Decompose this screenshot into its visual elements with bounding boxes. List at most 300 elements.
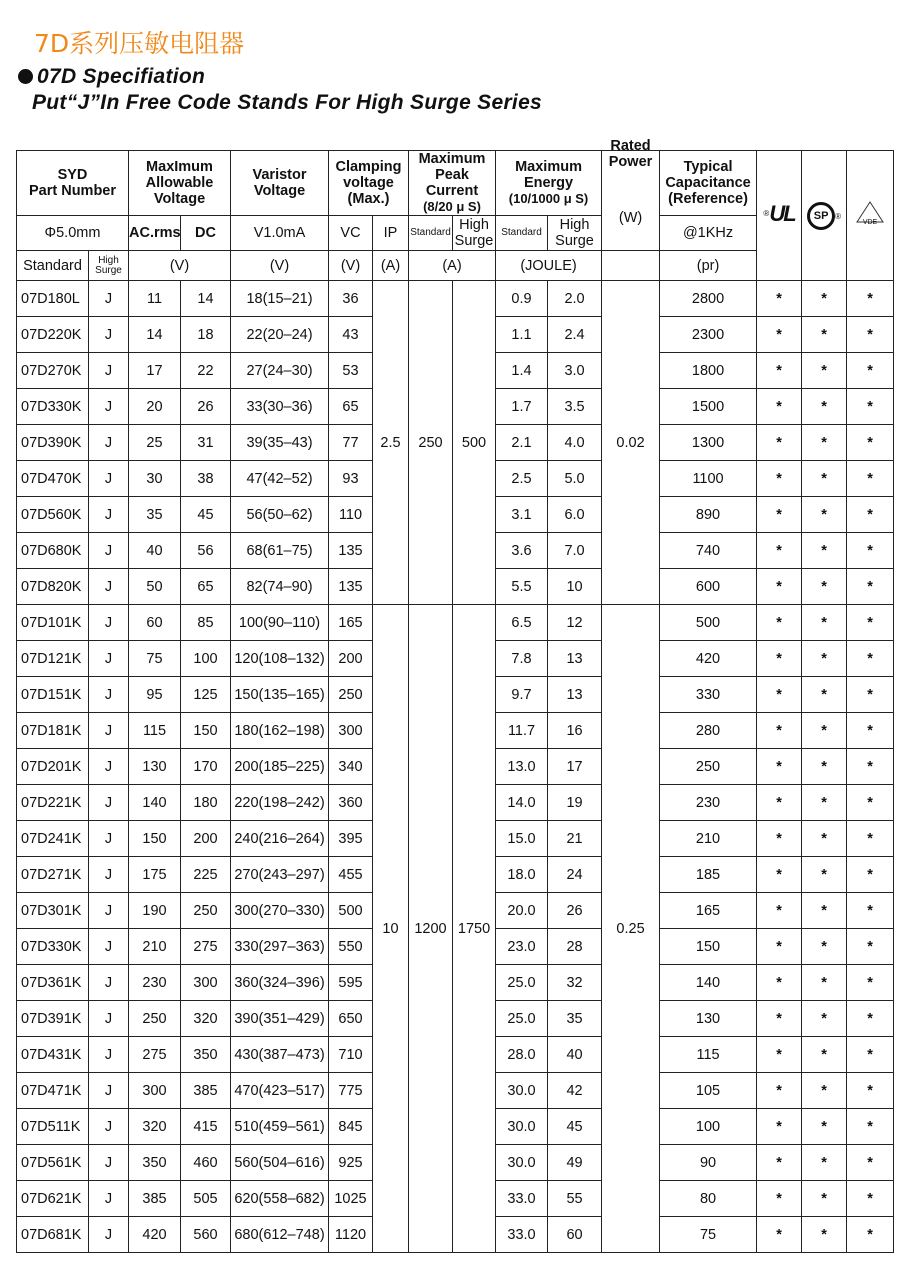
ul-approval-cell: *	[757, 821, 802, 857]
part-number-cell: 07D621K	[17, 1181, 89, 1217]
header-high-surge: High Surge	[89, 251, 129, 281]
dc-cell: 200	[181, 821, 231, 857]
vde-approval-cell: *	[847, 1181, 894, 1217]
varistor-voltage-cell: 560(504–616)	[231, 1145, 329, 1181]
capacitance-cell: 280	[660, 713, 757, 749]
part-number-cell: 07D271K	[17, 857, 89, 893]
energy-high-cell: 10	[548, 569, 602, 605]
capacitance-cell: 115	[660, 1037, 757, 1073]
header-energy-standard: Standard	[496, 216, 548, 251]
varistor-voltage-cell: 47(42–52)	[231, 461, 329, 497]
part-number-cell: 07D361K	[17, 965, 89, 1001]
clamping-voltage-cell: 300	[329, 713, 373, 749]
energy-standard-cell: 3.1	[496, 497, 548, 533]
dc-cell: 385	[181, 1073, 231, 1109]
capacitance-cell: 75	[660, 1217, 757, 1253]
varistor-voltage-cell: 100(90–110)	[231, 605, 329, 641]
vde-approval-cell: *	[847, 1145, 894, 1181]
unit-peak: (A)	[409, 251, 496, 281]
varistor-voltage-cell: 22(20–24)	[231, 317, 329, 353]
header-dc: DC	[181, 216, 231, 251]
csa-approval-cell: *	[802, 497, 847, 533]
capacitance-cell: 130	[660, 1001, 757, 1037]
vde-approval-cell: *	[847, 785, 894, 821]
energy-standard-cell: 0.9	[496, 281, 548, 317]
header-vc: VC	[329, 216, 373, 251]
ul-approval-cell: *	[757, 317, 802, 353]
ip-cell: 10	[373, 605, 409, 1253]
energy-high-cell: 55	[548, 1181, 602, 1217]
capacitance-cell: 165	[660, 893, 757, 929]
ul-approval-cell: *	[757, 1001, 802, 1037]
energy-high-cell: 19	[548, 785, 602, 821]
high-surge-code-cell: J	[89, 605, 129, 641]
dc-cell: 45	[181, 497, 231, 533]
dc-cell: 505	[181, 1181, 231, 1217]
csa-logo: SP ®	[802, 151, 847, 281]
part-number-cell: 07D470K	[17, 461, 89, 497]
dc-cell: 300	[181, 965, 231, 1001]
ac-rms-cell: 150	[129, 821, 181, 857]
clamping-voltage-cell: 925	[329, 1145, 373, 1181]
energy-high-cell: 17	[548, 749, 602, 785]
varistor-voltage-cell: 330(297–363)	[231, 929, 329, 965]
clamping-voltage-cell: 250	[329, 677, 373, 713]
high-surge-code-cell: J	[89, 1145, 129, 1181]
varistor-voltage-cell: 180(162–198)	[231, 713, 329, 749]
energy-high-cell: 42	[548, 1073, 602, 1109]
energy-high-cell: 49	[548, 1145, 602, 1181]
dc-cell: 26	[181, 389, 231, 425]
part-number-cell: 07D681K	[17, 1217, 89, 1253]
page-title: 7D系列压敏电阻器	[34, 29, 245, 58]
energy-high-cell: 3.5	[548, 389, 602, 425]
ac-rms-cell: 14	[129, 317, 181, 353]
energy-standard-cell: 33.0	[496, 1217, 548, 1253]
part-number-cell: 07D391K	[17, 1001, 89, 1037]
capacitance-cell: 890	[660, 497, 757, 533]
energy-standard-cell: 30.0	[496, 1109, 548, 1145]
high-surge-code-cell: J	[89, 317, 129, 353]
csa-approval-cell: *	[802, 569, 847, 605]
part-number-cell: 07D201K	[17, 749, 89, 785]
part-number-cell: 07D221K	[17, 785, 89, 821]
high-surge-code-cell: J	[89, 749, 129, 785]
part-number-cell: 07D330K	[17, 929, 89, 965]
energy-standard-cell: 7.8	[496, 641, 548, 677]
vde-approval-cell: *	[847, 929, 894, 965]
energy-high-cell: 24	[548, 857, 602, 893]
varistor-voltage-cell: 120(108–132)	[231, 641, 329, 677]
dc-cell: 85	[181, 605, 231, 641]
ac-rms-cell: 40	[129, 533, 181, 569]
vde-approval-cell: *	[847, 713, 894, 749]
high-surge-code-cell: J	[89, 569, 129, 605]
vde-approval-cell: *	[847, 425, 894, 461]
varistor-voltage-cell: 27(24–30)	[231, 353, 329, 389]
capacitance-cell: 740	[660, 533, 757, 569]
ac-rms-cell: 140	[129, 785, 181, 821]
rated-power-cell: 0.02	[602, 281, 660, 605]
ac-rms-cell: 385	[129, 1181, 181, 1217]
ul-approval-cell: *	[757, 677, 802, 713]
table-row	[17, 281, 894, 317]
capacitance-cell: 185	[660, 857, 757, 893]
energy-high-cell: 3.0	[548, 353, 602, 389]
clamping-voltage-cell: 36	[329, 281, 373, 317]
energy-standard-cell: 23.0	[496, 929, 548, 965]
ac-rms-cell: 190	[129, 893, 181, 929]
high-surge-code-cell: J	[89, 641, 129, 677]
capacitance-cell: 2800	[660, 281, 757, 317]
csa-approval-cell: *	[802, 425, 847, 461]
capacitance-cell: 140	[660, 965, 757, 1001]
energy-high-cell: 13	[548, 641, 602, 677]
csa-approval-cell: *	[802, 677, 847, 713]
clamping-voltage-cell: 395	[329, 821, 373, 857]
csa-approval-cell: *	[802, 893, 847, 929]
dc-cell: 100	[181, 641, 231, 677]
high-surge-code-cell: J	[89, 389, 129, 425]
csa-approval-cell: *	[802, 317, 847, 353]
dc-cell: 180	[181, 785, 231, 821]
csa-approval-cell: *	[802, 1001, 847, 1037]
csa-approval-cell: *	[802, 929, 847, 965]
csa-approval-cell: *	[802, 1037, 847, 1073]
ul-approval-cell: *	[757, 857, 802, 893]
capacitance-cell: 210	[660, 821, 757, 857]
clamping-voltage-cell: 845	[329, 1109, 373, 1145]
csa-approval-cell: *	[802, 1217, 847, 1253]
dc-cell: 415	[181, 1109, 231, 1145]
high-surge-code-cell: J	[89, 497, 129, 533]
vde-approval-cell: *	[847, 569, 894, 605]
ac-rms-cell: 130	[129, 749, 181, 785]
part-number-cell: 07D220K	[17, 317, 89, 353]
clamping-voltage-cell: 710	[329, 1037, 373, 1073]
varistor-voltage-cell: 33(30–36)	[231, 389, 329, 425]
unit-voltage: (V)	[129, 251, 231, 281]
capacitance-cell: 230	[660, 785, 757, 821]
ac-rms-cell: 175	[129, 857, 181, 893]
csa-icon: SP	[807, 202, 835, 230]
energy-high-cell: 21	[548, 821, 602, 857]
header-max-voltage: MaxImum Allowable Voltage	[129, 151, 231, 216]
energy-high-cell: 35	[548, 1001, 602, 1037]
ul-approval-cell: *	[757, 569, 802, 605]
high-surge-code-cell: J	[89, 353, 129, 389]
energy-standard-cell: 33.0	[496, 1181, 548, 1217]
energy-standard-cell: 28.0	[496, 1037, 548, 1073]
high-surge-code-cell: J	[89, 893, 129, 929]
csa-approval-cell: *	[802, 785, 847, 821]
ac-rms-cell: 250	[129, 1001, 181, 1037]
capacitance-cell: 90	[660, 1145, 757, 1181]
high-surge-code-cell: J	[89, 965, 129, 1001]
csa-approval-cell: *	[802, 713, 847, 749]
vde-approval-cell: *	[847, 461, 894, 497]
varistor-voltage-cell: 240(216–264)	[231, 821, 329, 857]
part-number-cell: 07D390K	[17, 425, 89, 461]
clamping-voltage-cell: 595	[329, 965, 373, 1001]
clamping-voltage-cell: 93	[329, 461, 373, 497]
ac-rms-cell: 275	[129, 1037, 181, 1073]
vde-approval-cell: *	[847, 1217, 894, 1253]
dc-cell: 125	[181, 677, 231, 713]
unit-energy: (JOULE)	[496, 251, 602, 281]
ul-approval-cell: *	[757, 389, 802, 425]
unit-cap: (pr)	[660, 251, 757, 281]
vde-approval-cell: *	[847, 1073, 894, 1109]
ul-approval-cell: *	[757, 965, 802, 1001]
part-number-cell: 07D101K	[17, 605, 89, 641]
part-number-cell: 07D270K	[17, 353, 89, 389]
csa-approval-cell: *	[802, 353, 847, 389]
rated-power-cell: 0.25	[602, 605, 660, 1253]
vde-approval-cell: *	[847, 749, 894, 785]
energy-high-cell: 45	[548, 1109, 602, 1145]
energy-standard-cell: 2.1	[496, 425, 548, 461]
unit-power	[602, 251, 660, 281]
ac-rms-cell: 35	[129, 497, 181, 533]
ac-rms-cell: 300	[129, 1073, 181, 1109]
csa-approval-cell: *	[802, 461, 847, 497]
part-number-cell: 07D511K	[17, 1109, 89, 1145]
energy-high-cell: 16	[548, 713, 602, 749]
ul-approval-cell: *	[757, 461, 802, 497]
part-number-cell: 07D330K	[17, 389, 89, 425]
unit-vc: (V)	[329, 251, 373, 281]
part-number-cell: 07D820K	[17, 569, 89, 605]
ac-rms-cell: 60	[129, 605, 181, 641]
vde-approval-cell: *	[847, 497, 894, 533]
varistor-voltage-cell: 680(612–748)	[231, 1217, 329, 1253]
capacitance-cell: 500	[660, 605, 757, 641]
capacitance-cell: 150	[660, 929, 757, 965]
clamping-voltage-cell: 360	[329, 785, 373, 821]
table-row	[17, 605, 894, 641]
clamping-voltage-cell: 135	[329, 569, 373, 605]
header-rated-power: Rated Power (W)	[602, 151, 660, 251]
energy-high-cell: 2.0	[548, 281, 602, 317]
dc-cell: 460	[181, 1145, 231, 1181]
high-surge-code-cell: J	[89, 533, 129, 569]
ul-approval-cell: *	[757, 893, 802, 929]
vde-approval-cell: *	[847, 677, 894, 713]
varistor-voltage-cell: 390(351–429)	[231, 1001, 329, 1037]
dc-cell: 65	[181, 569, 231, 605]
clamping-voltage-cell: 775	[329, 1073, 373, 1109]
header-ac-rms: AC.rms	[129, 216, 181, 251]
energy-standard-cell: 20.0	[496, 893, 548, 929]
energy-standard-cell: 6.5	[496, 605, 548, 641]
ul-approval-cell: *	[757, 749, 802, 785]
ul-approval-cell: *	[757, 281, 802, 317]
energy-high-cell: 6.0	[548, 497, 602, 533]
unit-ip: (A)	[373, 251, 409, 281]
energy-high-cell: 2.4	[548, 317, 602, 353]
csa-approval-cell: *	[802, 605, 847, 641]
clamping-voltage-cell: 53	[329, 353, 373, 389]
ul-approval-cell: *	[757, 785, 802, 821]
high-surge-code-cell: J	[89, 1109, 129, 1145]
clamping-voltage-cell: 340	[329, 749, 373, 785]
csa-approval-cell: *	[802, 749, 847, 785]
ac-rms-cell: 320	[129, 1109, 181, 1145]
energy-standard-cell: 18.0	[496, 857, 548, 893]
energy-high-cell: 4.0	[548, 425, 602, 461]
ip-cell: 2.5	[373, 281, 409, 605]
bullet-icon	[18, 69, 33, 84]
dc-cell: 560	[181, 1217, 231, 1253]
header-standard: Standard	[17, 251, 89, 281]
capacitance-cell: 330	[660, 677, 757, 713]
ul-approval-cell: *	[757, 533, 802, 569]
energy-high-cell: 26	[548, 893, 602, 929]
dc-cell: 275	[181, 929, 231, 965]
dc-cell: 350	[181, 1037, 231, 1073]
peak-standard-cell: 250	[409, 281, 453, 605]
ac-rms-cell: 420	[129, 1217, 181, 1253]
spec-subtitle: Put“J”In Free Code Stands For High Surge Series	[32, 91, 543, 114]
ul-approval-cell: *	[757, 497, 802, 533]
part-number-cell: 07D680K	[17, 533, 89, 569]
part-number-cell: 07D121K	[17, 641, 89, 677]
csa-approval-cell: *	[802, 1073, 847, 1109]
header-peak-standard: Standard	[409, 216, 453, 251]
vde-approval-cell: *	[847, 821, 894, 857]
energy-standard-cell: 3.6	[496, 533, 548, 569]
peak-high-cell: 500	[453, 281, 496, 605]
varistor-voltage-cell: 360(324–396)	[231, 965, 329, 1001]
peak-standard-cell: 1200	[409, 605, 453, 1253]
part-number-cell: 07D431K	[17, 1037, 89, 1073]
capacitance-cell: 250	[660, 749, 757, 785]
vde-approval-cell: *	[847, 389, 894, 425]
ac-rms-cell: 25	[129, 425, 181, 461]
ul-approval-cell: *	[757, 1181, 802, 1217]
high-surge-code-cell: J	[89, 929, 129, 965]
energy-high-cell: 7.0	[548, 533, 602, 569]
capacitance-cell: 1800	[660, 353, 757, 389]
varistor-voltage-cell: 620(558–682)	[231, 1181, 329, 1217]
high-surge-code-cell: J	[89, 857, 129, 893]
energy-high-cell: 32	[548, 965, 602, 1001]
clamping-voltage-cell: 43	[329, 317, 373, 353]
high-surge-code-cell: J	[89, 1001, 129, 1037]
ul-approval-cell: *	[757, 1145, 802, 1181]
vde-approval-cell: *	[847, 353, 894, 389]
energy-standard-cell: 25.0	[496, 965, 548, 1001]
unit-varistor: (V)	[231, 251, 329, 281]
ac-rms-cell: 210	[129, 929, 181, 965]
energy-high-cell: 13	[548, 677, 602, 713]
peak-high-cell: 1750	[453, 605, 496, 1253]
spec-table	[16, 137, 894, 1253]
energy-standard-cell: 5.5	[496, 569, 548, 605]
energy-high-cell: 28	[548, 929, 602, 965]
vde-approval-cell: *	[847, 1037, 894, 1073]
capacitance-cell: 105	[660, 1073, 757, 1109]
vde-logo: VDE	[847, 151, 894, 281]
spec-heading	[18, 64, 542, 116]
varistor-voltage-cell: 470(423–517)	[231, 1073, 329, 1109]
energy-standard-cell: 14.0	[496, 785, 548, 821]
energy-standard-cell: 25.0	[496, 1001, 548, 1037]
ac-rms-cell: 17	[129, 353, 181, 389]
clamping-voltage-cell: 1120	[329, 1217, 373, 1253]
ul-approval-cell: *	[757, 425, 802, 461]
ac-rms-cell: 115	[129, 713, 181, 749]
vde-approval-cell: *	[847, 1109, 894, 1145]
capacitance-cell: 1300	[660, 425, 757, 461]
high-surge-code-cell: J	[89, 281, 129, 317]
header-freq: @1KHz	[660, 216, 757, 251]
ul-icon: ®	[763, 209, 770, 218]
energy-standard-cell: 2.5	[496, 461, 548, 497]
part-number-cell: 07D560K	[17, 497, 89, 533]
ul-approval-cell: *	[757, 1217, 802, 1253]
ac-rms-cell: 30	[129, 461, 181, 497]
csa-approval-cell: *	[802, 389, 847, 425]
energy-standard-cell: 1.4	[496, 353, 548, 389]
vde-approval-cell: *	[847, 533, 894, 569]
ul-logo: ®UL	[757, 151, 802, 281]
header-varistor-voltage: Varistor Voltage	[231, 151, 329, 216]
varistor-voltage-cell: 150(135–165)	[231, 677, 329, 713]
vde-approval-cell: *	[847, 281, 894, 317]
high-surge-code-cell: J	[89, 425, 129, 461]
clamping-voltage-cell: 455	[329, 857, 373, 893]
vde-approval-cell: *	[847, 1001, 894, 1037]
high-surge-code-cell: J	[89, 461, 129, 497]
varistor-voltage-cell: 39(35–43)	[231, 425, 329, 461]
ac-rms-cell: 230	[129, 965, 181, 1001]
energy-high-cell: 60	[548, 1217, 602, 1253]
high-surge-code-cell: J	[89, 1217, 129, 1253]
dc-cell: 22	[181, 353, 231, 389]
varistor-voltage-cell: 270(243–297)	[231, 857, 329, 893]
dc-cell: 31	[181, 425, 231, 461]
energy-high-cell: 5.0	[548, 461, 602, 497]
varistor-voltage-cell: 200(185–225)	[231, 749, 329, 785]
energy-standard-cell: 11.7	[496, 713, 548, 749]
vde-approval-cell: *	[847, 641, 894, 677]
clamping-voltage-cell: 77	[329, 425, 373, 461]
ac-rms-cell: 350	[129, 1145, 181, 1181]
energy-high-cell: 40	[548, 1037, 602, 1073]
capacitance-cell: 420	[660, 641, 757, 677]
csa-approval-cell: *	[802, 1181, 847, 1217]
ul-approval-cell: *	[757, 1109, 802, 1145]
header-energy: Maximum Energy (10/1000 μ S)	[496, 151, 602, 216]
header-part-number: SYD Part Number	[17, 151, 129, 216]
energy-standard-cell: 1.1	[496, 317, 548, 353]
varistor-voltage-cell: 430(387–473)	[231, 1037, 329, 1073]
clamping-voltage-cell: 650	[329, 1001, 373, 1037]
high-surge-code-cell: J	[89, 821, 129, 857]
part-number-cell: 07D151K	[17, 677, 89, 713]
capacitance-cell: 80	[660, 1181, 757, 1217]
capacitance-cell: 600	[660, 569, 757, 605]
energy-standard-cell: 1.7	[496, 389, 548, 425]
dc-cell: 14	[181, 281, 231, 317]
high-surge-code-cell: J	[89, 785, 129, 821]
header-peak-high-surge: High Surge	[453, 216, 496, 251]
energy-standard-cell: 15.0	[496, 821, 548, 857]
dc-cell: 18	[181, 317, 231, 353]
high-surge-code-cell: J	[89, 1181, 129, 1217]
